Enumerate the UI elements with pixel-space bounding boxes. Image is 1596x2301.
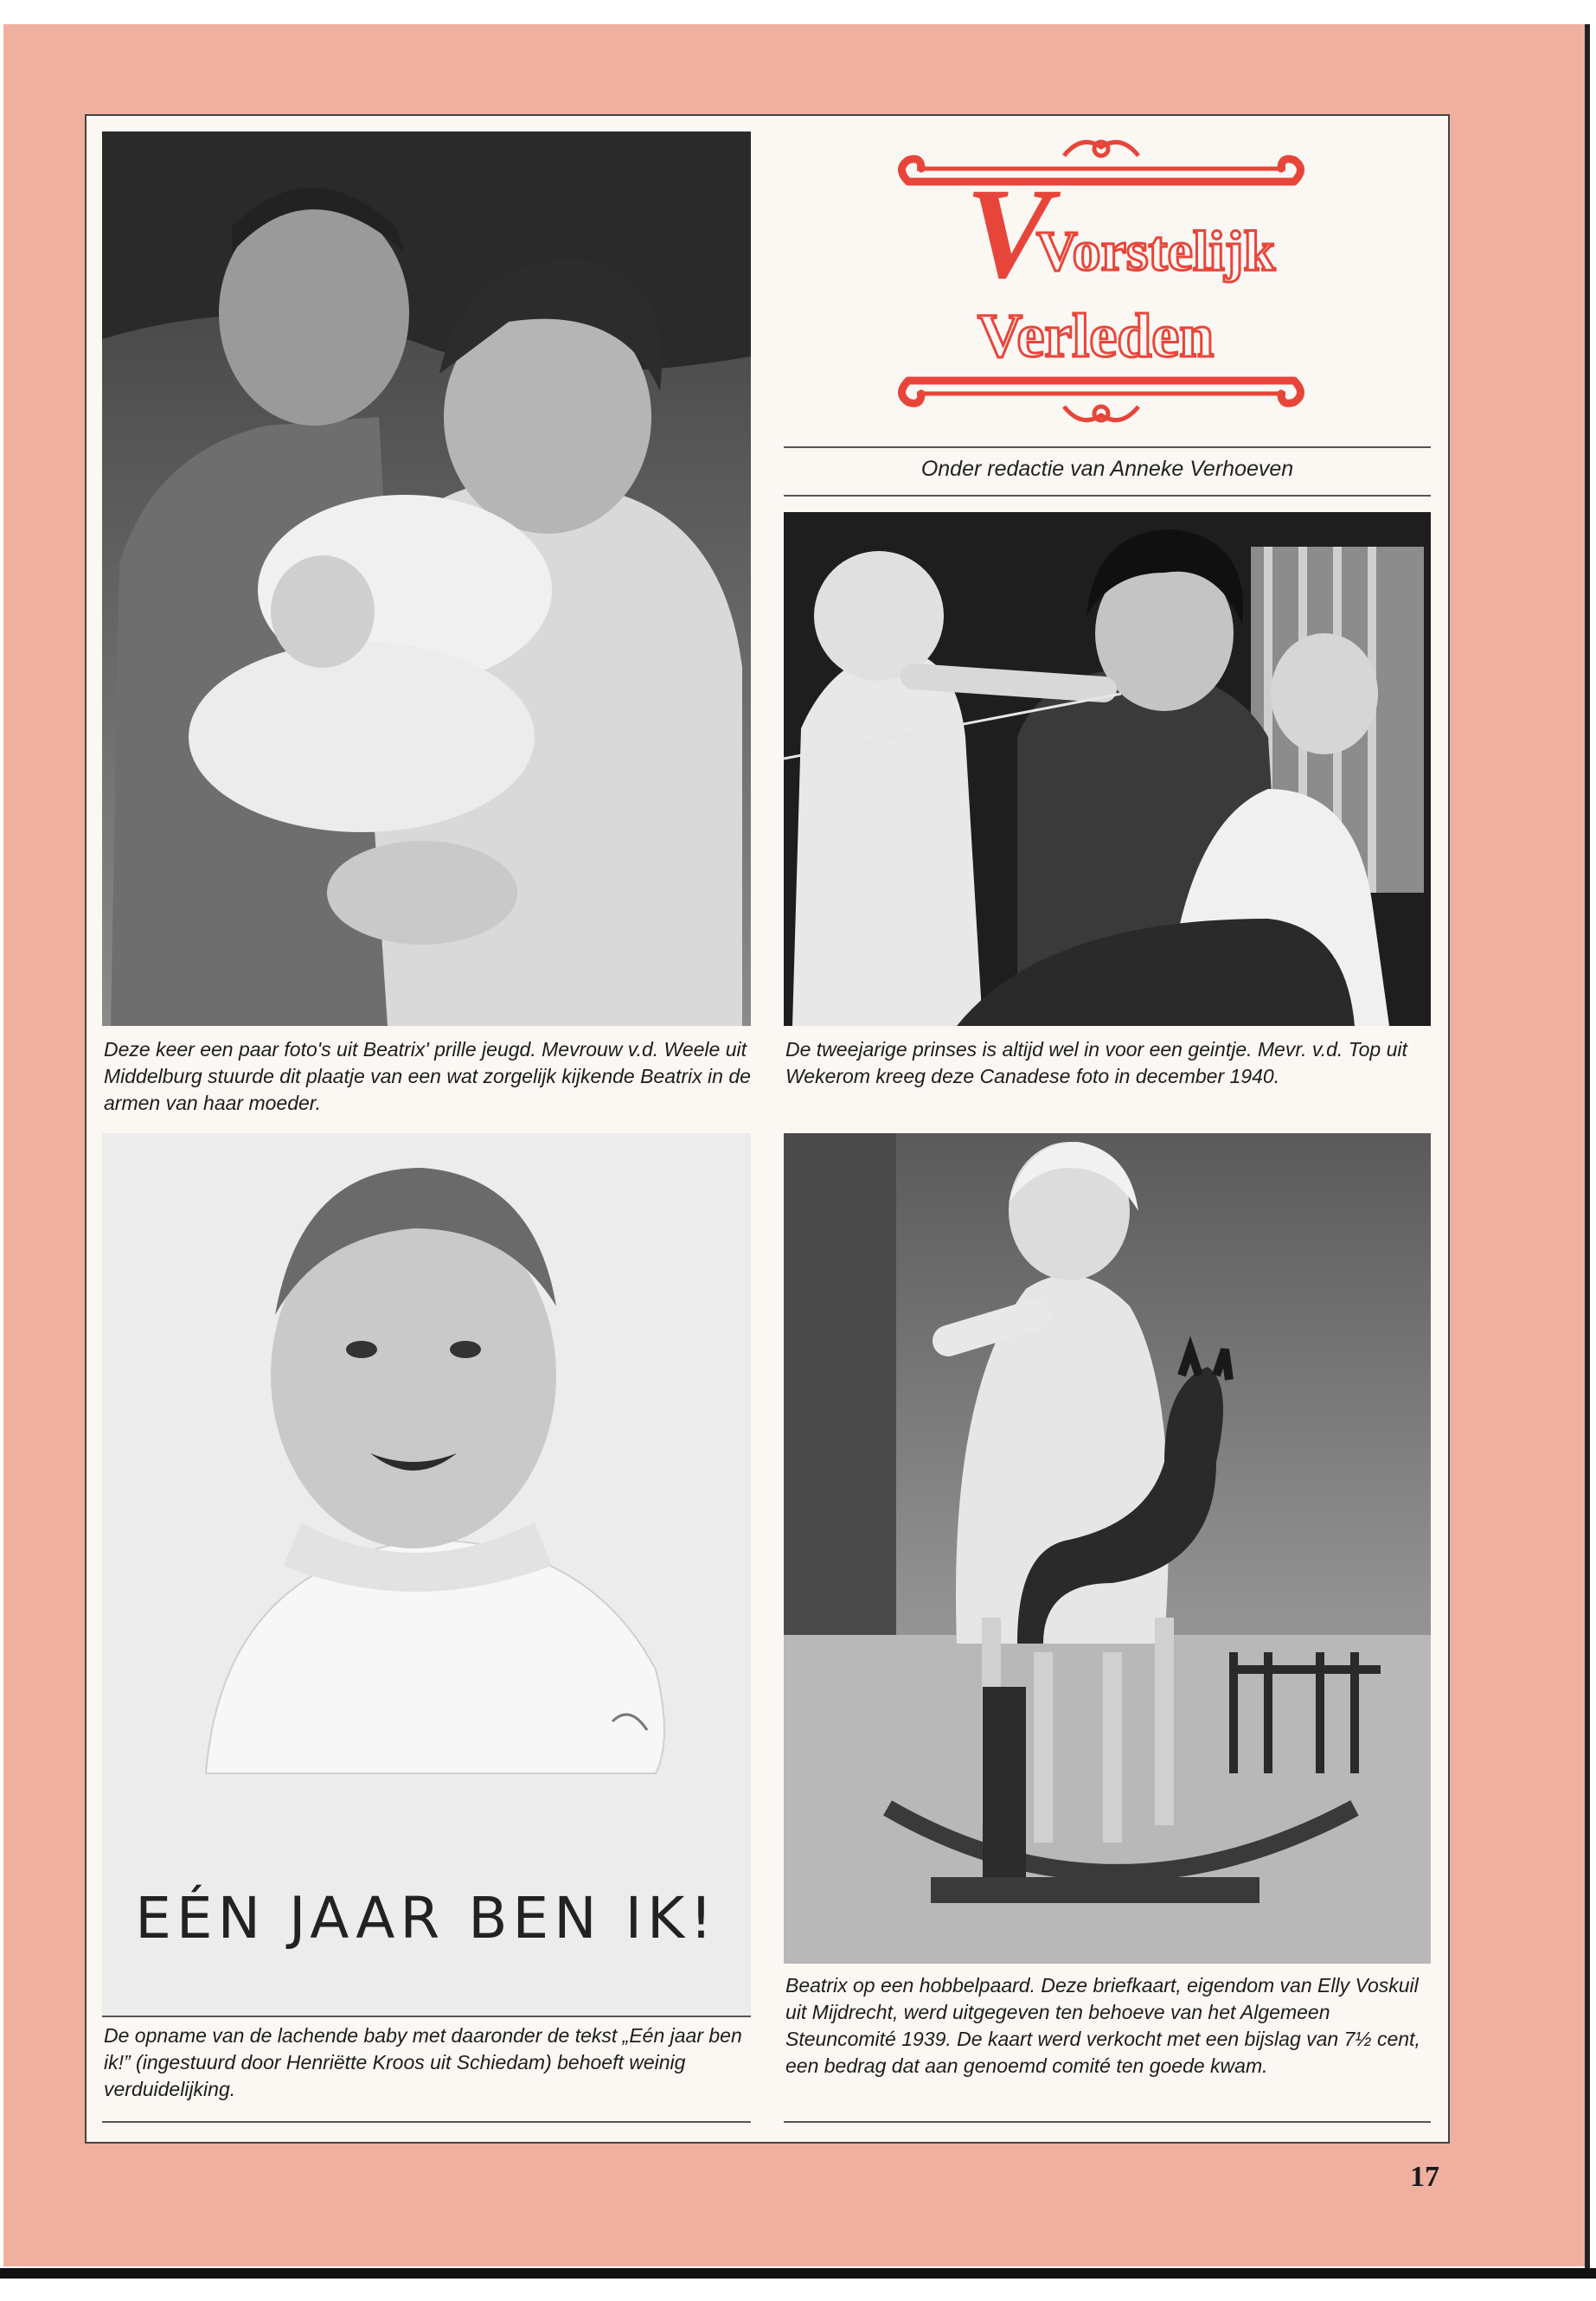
caption-photo-3: De opname van de lachende baby met daaronder de tekst „Eén jaar ben ik!” (ingestuurd door Henriëtte Kroos uit Schiedam) behoeft weinig verduidelijking. — [104, 2024, 742, 2100]
baby-card-inscription: EÉN JAAR BEN IK! — [135, 1885, 718, 1952]
divider — [784, 2121, 1431, 2123]
caption-photo-2: De tweejarige prinses is altijd wel in voor een geintje. Mevr. v.d. Top uit Wekerom kreeg deze Canadese foto in december 1940. — [785, 1038, 1407, 1087]
divider — [784, 495, 1431, 497]
scan-edge-right — [1585, 24, 1590, 2273]
logo-initial-v: V — [965, 162, 1053, 305]
photo-rocking-horse — [784, 1133, 1431, 1964]
divider — [784, 446, 1431, 448]
divider — [102, 2016, 751, 2017]
photo-mother-with-children — [784, 512, 1431, 1026]
divider — [102, 2121, 751, 2123]
photo-laughing-baby — [102, 1133, 751, 2016]
logo-title-line1: Vorstelijk — [1036, 220, 1276, 283]
caption-photo-4: Beatrix op een hobbelpaard. Deze briefkaart, eigendom van Elly Voskuil uit Mijdrecht, werd uitgegeven ten behoeve van het Algemeen Steuncomité 1939. De kaart werd verkocht met een bijslag van 7½ cent, een bedrag dat aan genoemd comité ten goede kwam. — [785, 1974, 1420, 2077]
scan-edge-bottom — [0, 2268, 1596, 2279]
editor-credit: Onder redactie van Anneke Verhoeven — [920, 457, 1294, 481]
vorstelijk-verleden-logo — [891, 130, 1311, 433]
photo-parents-with-baby — [102, 131, 751, 1026]
caption-photo-1: Deze keer een paar foto's uit Beatrix' prille jeugd. Mevrouw v.d. Weele uit Middelburg stuurde dit plaatje van een wat zorgelijk kijkende Beatrix in de armen van haar moeder. — [104, 1038, 751, 1114]
page-number: 17 — [1410, 2161, 1439, 2193]
logo-title-line2: Verleden — [977, 301, 1215, 370]
